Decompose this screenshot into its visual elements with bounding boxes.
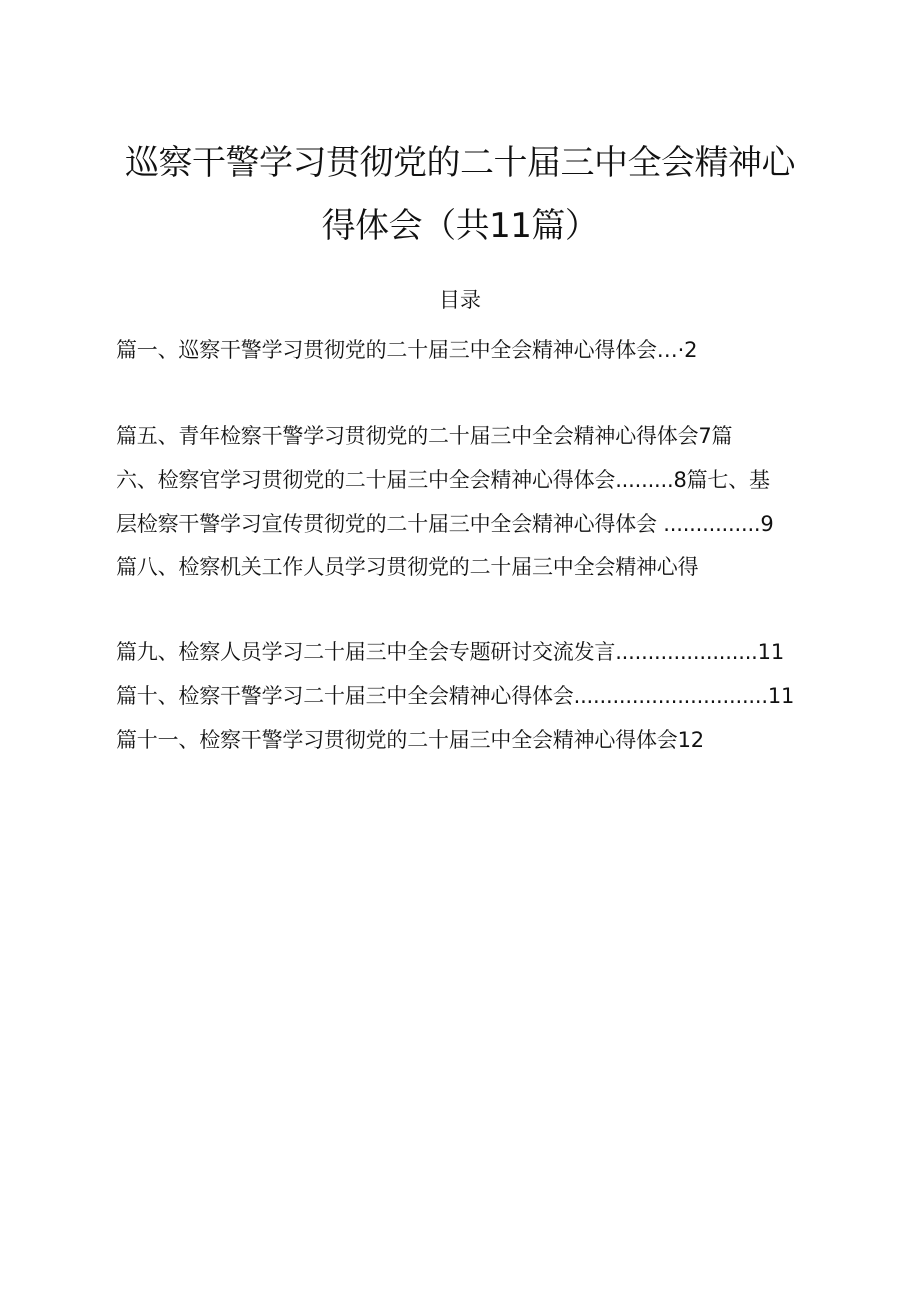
toc-heading: 目录: [439, 288, 481, 312]
toc-entry[interactable]: 六、检察官学习贯彻党的二十届三中全会精神心得体会.........8篇七、基: [116, 468, 770, 492]
toc-entry[interactable]: 篇八、检察机关工作人员学习贯彻党的二十届三中全会精神心得: [116, 555, 699, 579]
document-title-line-1: 巡察干警学习贯彻党的二十届三中全会精神心: [125, 143, 795, 183]
toc-entry[interactable]: 篇十、检察干警学习二十届三中全会精神心得体会..............................11: [116, 684, 795, 708]
document-title-line-2: 得体会（共11篇）: [321, 206, 599, 246]
toc-entry[interactable]: 层检察干警学习宣传贯彻党的二十届三中全会精神心得体会 ...............9: [116, 512, 774, 536]
toc-entry[interactable]: 篇九、检察人员学习二十届三中全会专题研讨交流发言......................11: [116, 640, 784, 664]
toc-entry[interactable]: 篇十一、检察干警学习贯彻党的二十届三中全会精神心得体会12: [116, 728, 704, 752]
toc-entry[interactable]: 篇五、青年检察干警学习贯彻党的二十届三中全会精神心得体会7篇: [116, 424, 733, 448]
toc-entry[interactable]: 篇一、巡察干警学习贯彻党的二十届三中全会精神心得体会…·2: [116, 338, 698, 362]
